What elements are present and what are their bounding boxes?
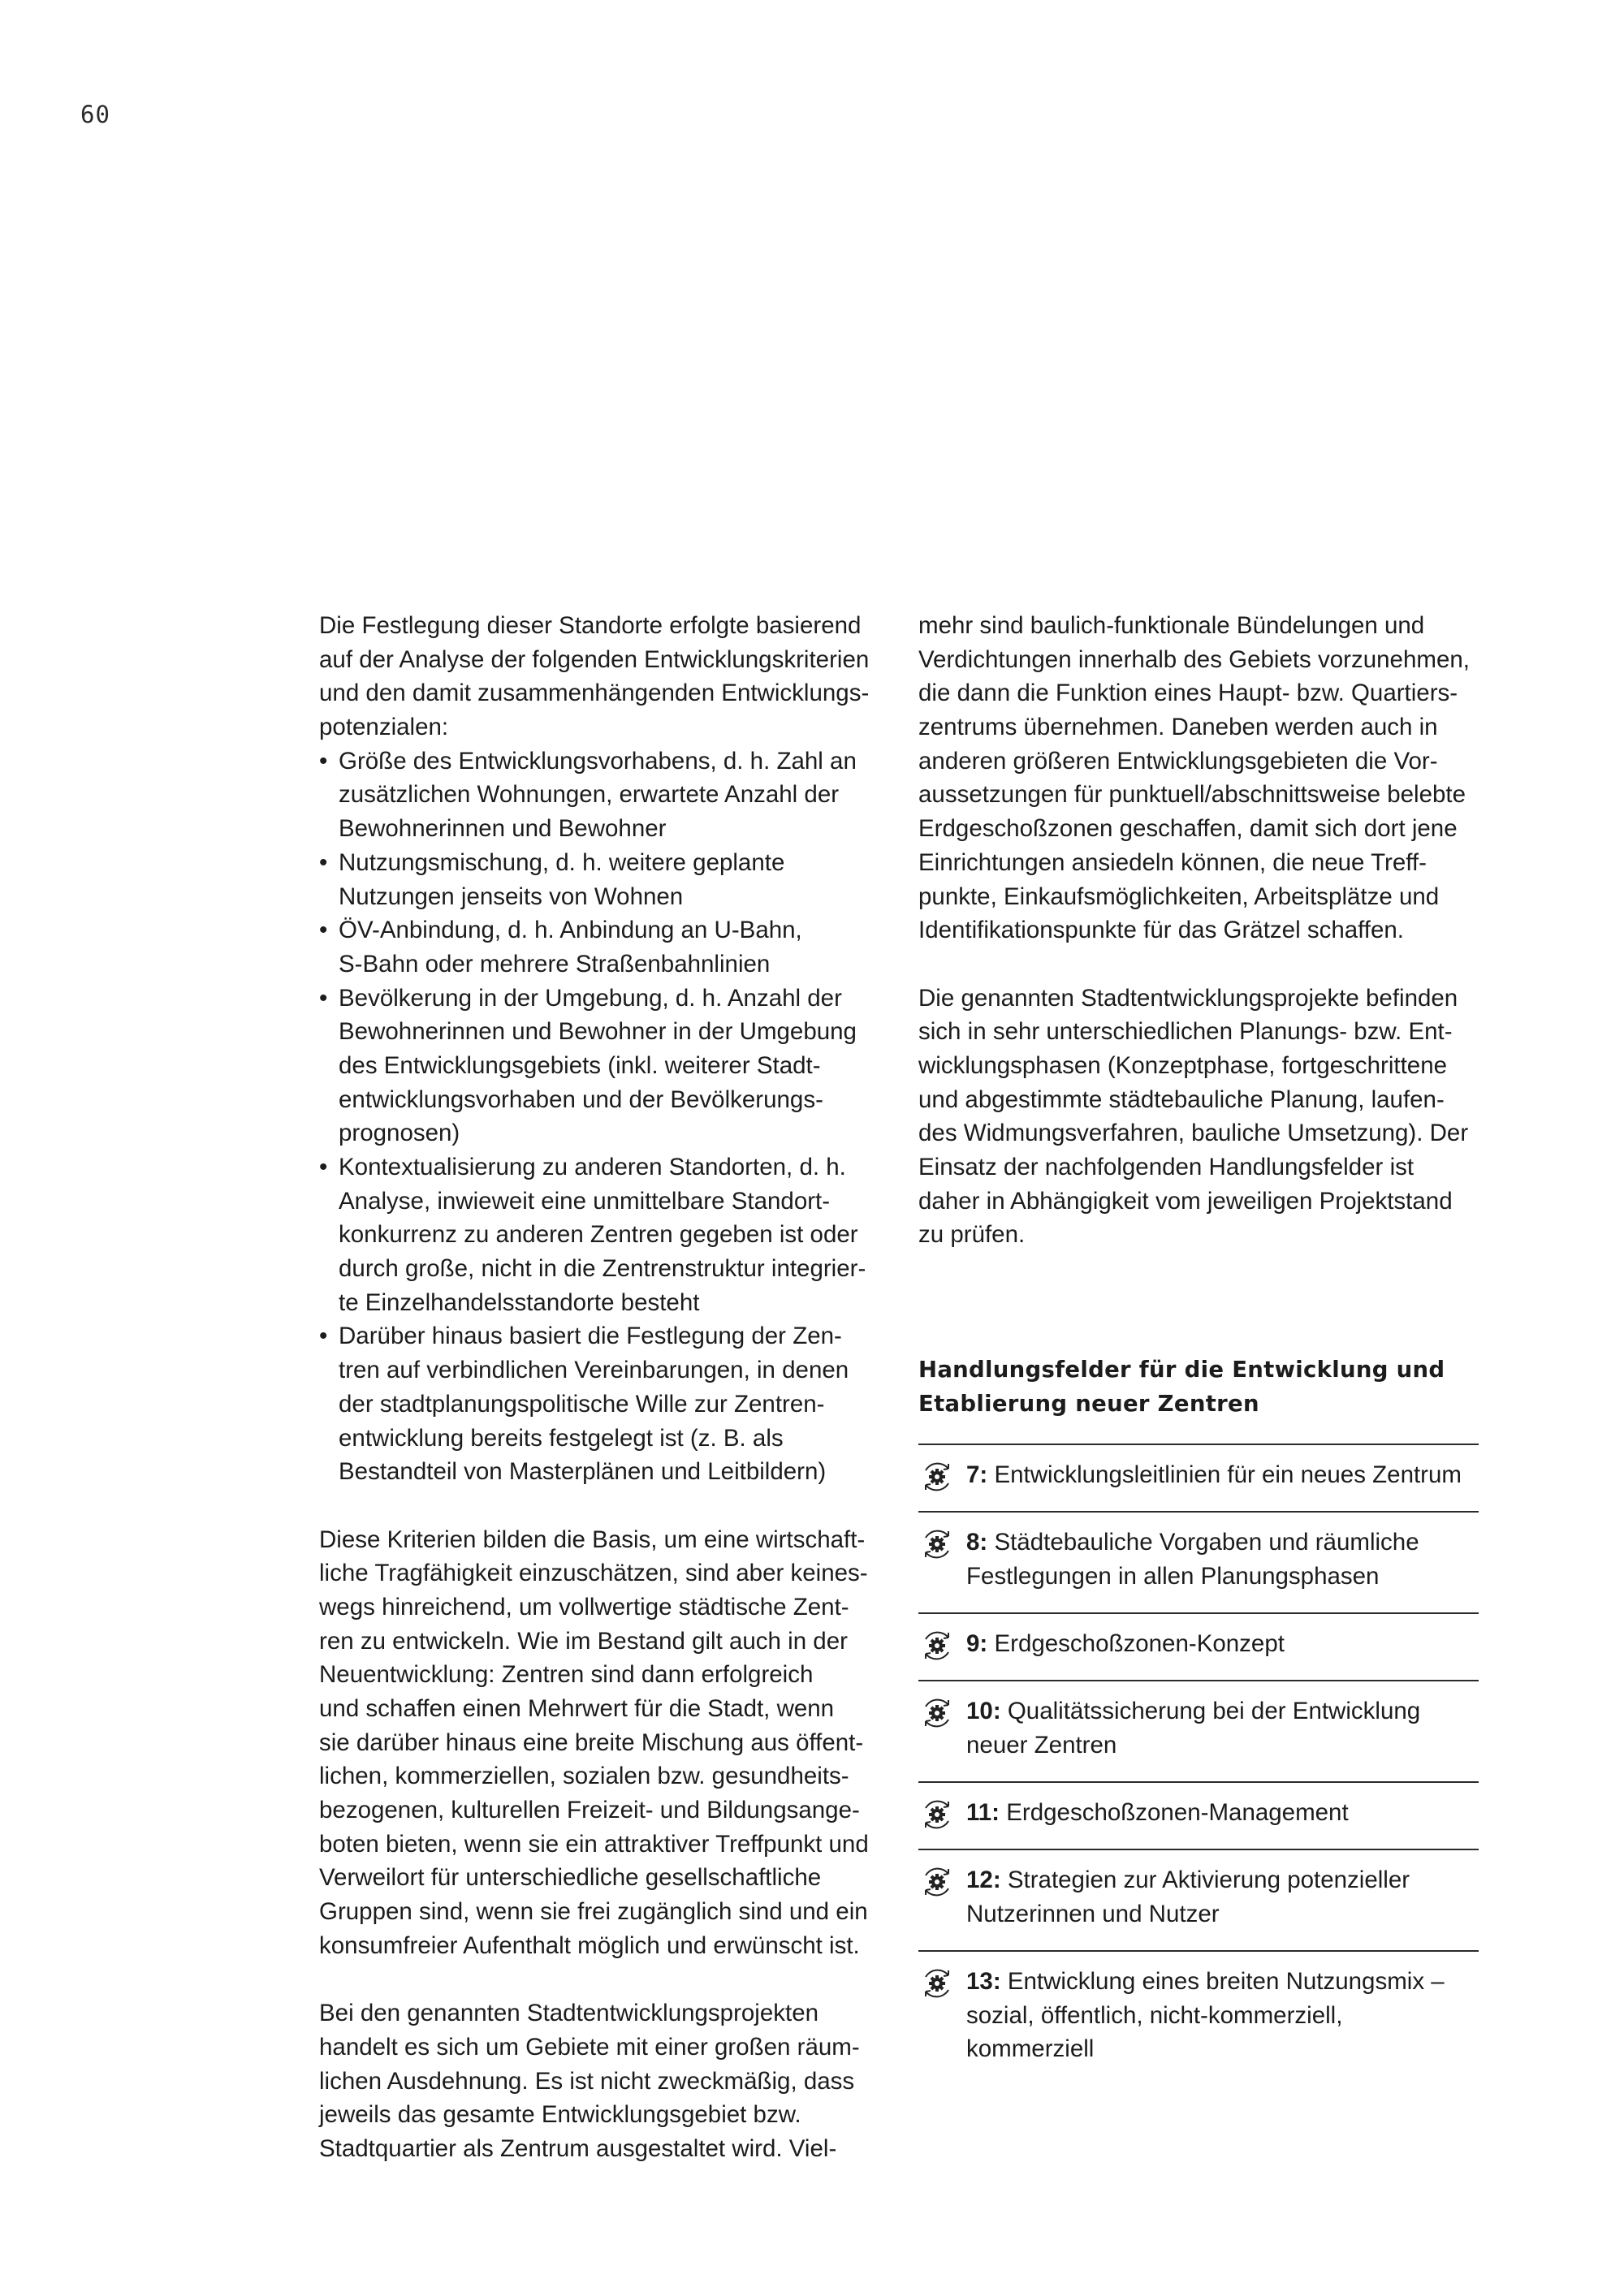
bullet-continuation [319, 1455, 888, 1489]
text-line: bezogenen, kulturellen Freizeit- und Bildungsange- [319, 1797, 860, 1824]
action-field-number: 12: [966, 1867, 1001, 1893]
bullet-text: entwicklungsvorhaben und der Bevölkerungs- [339, 1085, 823, 1113]
right-column [918, 609, 1487, 1252]
text-line: Verweilort für unterschiedliche gesellschaftliche [319, 1864, 822, 1892]
text-line: Diese Kriterien bilden die Basis, um eine wirtschaft- [319, 1526, 866, 1553]
bullet-dot: • [319, 917, 328, 944]
bullet-continuation [319, 1015, 888, 1049]
action-field-text [966, 1796, 1349, 1830]
action-field-label: Nutzerinnen und Nutzer [966, 1900, 1220, 1927]
bullet-continuation [319, 1388, 888, 1422]
text-line: liche Tragfähigkeit einzuschätzen, sind aber keines- [319, 1560, 868, 1587]
text-line: jeweils das gesamte Entwicklungsgebiet bzw. [319, 2101, 801, 2129]
bullet-text: Analyse, inwieweit eine unmittelbare Standort- [339, 1187, 831, 1215]
text-line: ren zu entwickeln. Wie im Bestand gilt auch in der [319, 1627, 848, 1655]
bullet-continuation [319, 812, 888, 846]
bullet-continuation [319, 947, 888, 982]
section-heading [918, 1353, 1487, 1421]
paragraph-gap [319, 1489, 888, 1523]
text-line: sich in sehr unterschiedlichen Planungs- bzw. Ent- [918, 1018, 1453, 1046]
gear-cycle-icon [919, 1864, 955, 1900]
action-field-label: Entwicklung eines breiten Nutzungsmix – [1007, 1968, 1445, 1995]
text-line: Verdichtungen innerhalb des Gebiets vorzunehmen, [918, 645, 1470, 673]
action-field-line [966, 1728, 1420, 1763]
bullet-text: konkurrenz zu anderen Zentren gegeben ist oder [339, 1221, 858, 1249]
bullet-item [319, 1150, 888, 1185]
paragraph-gap [918, 947, 1487, 982]
gear-cycle-icon [919, 1526, 955, 1562]
text-line: boten bieten, wenn sie ein attraktiver Treffpunkt und [319, 1830, 869, 1858]
heading-line: Etablierung neuer Zentren [918, 1391, 1259, 1417]
action-field-text [966, 1526, 1419, 1593]
bullet-item [319, 913, 888, 947]
text-line: potenzialen: [319, 714, 449, 741]
action-field-label: sozial, öffentlich, nicht-kommerziell, [966, 2001, 1343, 2029]
text-line: aussetzungen für punktuell/abschnittsweise belebte [918, 781, 1466, 809]
bullet-continuation [319, 1252, 888, 1286]
action-field-label: Erdgeschoßzonen-Management [1006, 1799, 1349, 1826]
bullet-continuation [319, 1116, 888, 1150]
action-field-number: 7: [966, 1461, 988, 1488]
text-line: anderen größeren Entwicklungsgebieten die Vor- [918, 747, 1438, 775]
gear-cycle-icon [919, 1966, 955, 2001]
bullet-text: Bewohnerinnen und Bewohner in der Umgebung [339, 1018, 857, 1046]
text-line: lichen, kommerziellen, sozialen bzw. gesundheits- [319, 1763, 849, 1790]
bullet-item [319, 744, 888, 779]
bullet-dot: • [319, 848, 328, 876]
text-line: und schaffen einen Mehrwert für die Stadt, wenn [319, 1695, 835, 1722]
action-field-item [918, 1950, 1479, 2087]
text-line: daher in Abhängigkeit vom jeweiligen Projektstand [918, 1187, 1453, 1215]
bullet-item [319, 846, 888, 880]
bullet-item [319, 982, 888, 1016]
bullet-text: Bewohnerinnen und Bewohner [339, 815, 667, 843]
text-line: Bei den genannten Stadtentwicklungsprojekten [319, 2000, 819, 2027]
action-field-line [966, 1863, 1410, 1897]
text-line: und den damit zusammenhängenden Entwicklungs- [319, 680, 870, 707]
action-field-label: kommerziell [966, 2035, 1095, 2063]
text-line: Neuentwicklung: Zentren sind dann erfolgreich [319, 1661, 814, 1689]
text-line: wegs hinreichend, um vollwertige städtische Zent- [319, 1593, 849, 1621]
action-field-line [966, 1999, 1445, 2033]
text-line: Die genannten Stadtentwicklungsprojekte befinden [918, 984, 1458, 1012]
action-field-line [966, 1526, 1419, 1560]
bullet-text: Nutzungsmischung, d. h. weitere geplante [339, 848, 785, 876]
text-line: des Widmungsverfahren, bauliche Umsetzung). Der [918, 1120, 1469, 1147]
bullet-text: durch große, nicht in die Zentrenstruktur integrier- [339, 1255, 866, 1283]
bullet-continuation [319, 778, 888, 812]
text-line: zu prüfen. [918, 1221, 1026, 1249]
bullet-text: des Entwicklungsgebiets (inkl. weiterer Stadt- [339, 1051, 821, 1079]
bullet-text: der stadtplanungspolitische Wille zur Zentren- [339, 1390, 825, 1418]
bullet-text: S-Bahn oder mehrere Straßenbahnlinien [339, 950, 771, 978]
bullet-text: Nutzungen jenseits von Wohnen [339, 883, 684, 910]
bullet-text: Kontextualisierung zu anderen Standorten, d. h. [339, 1154, 846, 1180]
text-line: sie darüber hinaus eine breite Mischung aus öffent- [319, 1728, 864, 1756]
bullet-dot: • [319, 1323, 328, 1350]
text-line: Einsatz der nachfolgenden Handlungsfelder ist [918, 1154, 1415, 1180]
bullet-text: Größe des Entwicklungsvorhabens, d. h. Zahl an [339, 747, 857, 775]
text-line: handelt es sich um Gebiete mit einer großen räum- [319, 2033, 860, 2061]
gear-cycle-icon [919, 1459, 955, 1495]
bullet-text: prognosen) [339, 1120, 460, 1147]
heading-line: Handlungsfelder für die Entwicklung und [918, 1357, 1445, 1383]
bullet-continuation [319, 1049, 888, 1083]
bullet-text: Bevölkerung in der Umgebung, d. h. Anzahl der [339, 984, 842, 1012]
action-field-item [918, 1680, 1479, 1783]
bullet-text: Darüber hinaus basiert die Festlegung der Zen- [339, 1323, 842, 1350]
action-field-item [918, 1444, 1479, 1513]
action-field-label: Qualitätssicherung bei der Entwicklung [1007, 1698, 1421, 1724]
bullet-text: tren auf verbindlichen Vereinbarungen, in denen [339, 1357, 849, 1384]
bullet-continuation [319, 1218, 888, 1252]
bullet-dot: • [319, 984, 328, 1012]
action-field-line [966, 1694, 1420, 1728]
action-field-text [966, 1863, 1410, 1931]
action-field-line [966, 2032, 1445, 2066]
text-line: Gruppen sind, wenn sie frei zugänglich sind und ein [319, 1898, 868, 1926]
action-field-label: Städtebauliche Vorgaben und räumliche [994, 1529, 1419, 1556]
action-field-item [918, 1612, 1479, 1681]
action-field-number: 8: [966, 1529, 988, 1556]
text-line: die dann die Funktion eines Haupt- bzw. Quartiers- [918, 680, 1458, 707]
gear-cycle-icon [919, 1695, 955, 1731]
text-line: punkte, Einkaufsmöglichkeiten, Arbeitsplätze und [918, 883, 1440, 910]
bullet-text: Bestandteil von Masterplänen und Leitbildern) [339, 1458, 827, 1486]
text-line: auf der Analyse der folgenden Entwicklungskriterien [319, 645, 870, 673]
bullet-dot: • [319, 1154, 328, 1180]
bullet-dot: • [319, 747, 328, 775]
action-field-item [918, 1511, 1479, 1614]
bullet-text: ÖV-Anbindung, d. h. Anbindung an U-Bahn, [339, 917, 802, 944]
left-column [319, 609, 888, 2166]
text-line: Identifikationspunkte für das Grätzel schaffen. [918, 917, 1404, 944]
bullet-continuation [319, 1185, 888, 1219]
bullet-text: te Einzelhandelsstandorte besteht [339, 1288, 700, 1316]
gear-cycle-icon [919, 1797, 955, 1832]
action-field-line [966, 1560, 1419, 1594]
action-field-line [966, 1458, 1462, 1492]
text-line: wicklungsphasen (Konzeptphase, fortgeschrittene [918, 1051, 1448, 1079]
action-field-item [918, 1781, 1479, 1850]
text-line: Erdgeschoßzonen geschaffen, damit sich dort jene [918, 815, 1458, 843]
text-line: konsumfreier Aufenthalt möglich und erwünscht ist. [319, 1931, 860, 1959]
text-line: zentrums übernehmen. Daneben werden auch in [918, 714, 1438, 741]
action-field-number: 10: [966, 1698, 1001, 1724]
bullet-item [319, 1319, 888, 1353]
action-field-line [966, 1796, 1349, 1830]
action-field-number: 13: [966, 1968, 1001, 1995]
action-field-item [918, 1849, 1479, 1952]
text-line: Einrichtungen ansiedeln können, die neue Treff- [918, 848, 1427, 876]
bullet-continuation [319, 1286, 888, 1320]
text-line: Stadtquartier als Zentrum ausgestaltet wird. Viel- [319, 2134, 837, 2162]
bullet-continuation [319, 1353, 888, 1388]
action-field-text [966, 1965, 1445, 2066]
action-field-line [966, 1897, 1410, 1931]
action-field-line [966, 1627, 1285, 1661]
action-field-number: 11: [966, 1799, 1000, 1826]
action-field-text [966, 1627, 1285, 1661]
bullet-text: entwicklung bereits festgelegt ist (z. B. als [339, 1424, 784, 1452]
bullet-continuation [319, 1422, 888, 1456]
action-field-line [966, 1965, 1445, 1999]
text-line: lichen Ausdehnung. Es ist nicht zweckmäßig, dass [319, 2067, 855, 2095]
text-line: Die Festlegung dieser Standorte erfolgte basierend [319, 612, 862, 639]
bullet-continuation [319, 1083, 888, 1117]
bullet-continuation [319, 880, 888, 914]
action-field-text [966, 1458, 1462, 1492]
action-field-label: Erdgeschoßzonen-Konzept [994, 1630, 1285, 1657]
text-line: und abgestimmte städtebauliche Planung, laufen- [918, 1085, 1445, 1113]
page-number: 60 [80, 101, 110, 128]
action-field-label: Entwicklungsleitlinien für ein neues Zentrum [994, 1461, 1462, 1488]
action-field-label: neuer Zentren [966, 1731, 1117, 1759]
action-field-label: Festlegungen in allen Planungsphasen [966, 1562, 1380, 1590]
bullet-text: zusätzlichen Wohnungen, erwartete Anzahl der [339, 781, 840, 809]
paragraph-gap [319, 1963, 888, 1997]
gear-cycle-icon [919, 1628, 955, 1664]
action-field-text [966, 1694, 1420, 1762]
text-line: mehr sind baulich-funktionale Bündelungen und [918, 612, 1425, 639]
action-field-number: 9: [966, 1630, 988, 1657]
action-field-label: Strategien zur Aktivierung potenzieller [1007, 1867, 1410, 1893]
